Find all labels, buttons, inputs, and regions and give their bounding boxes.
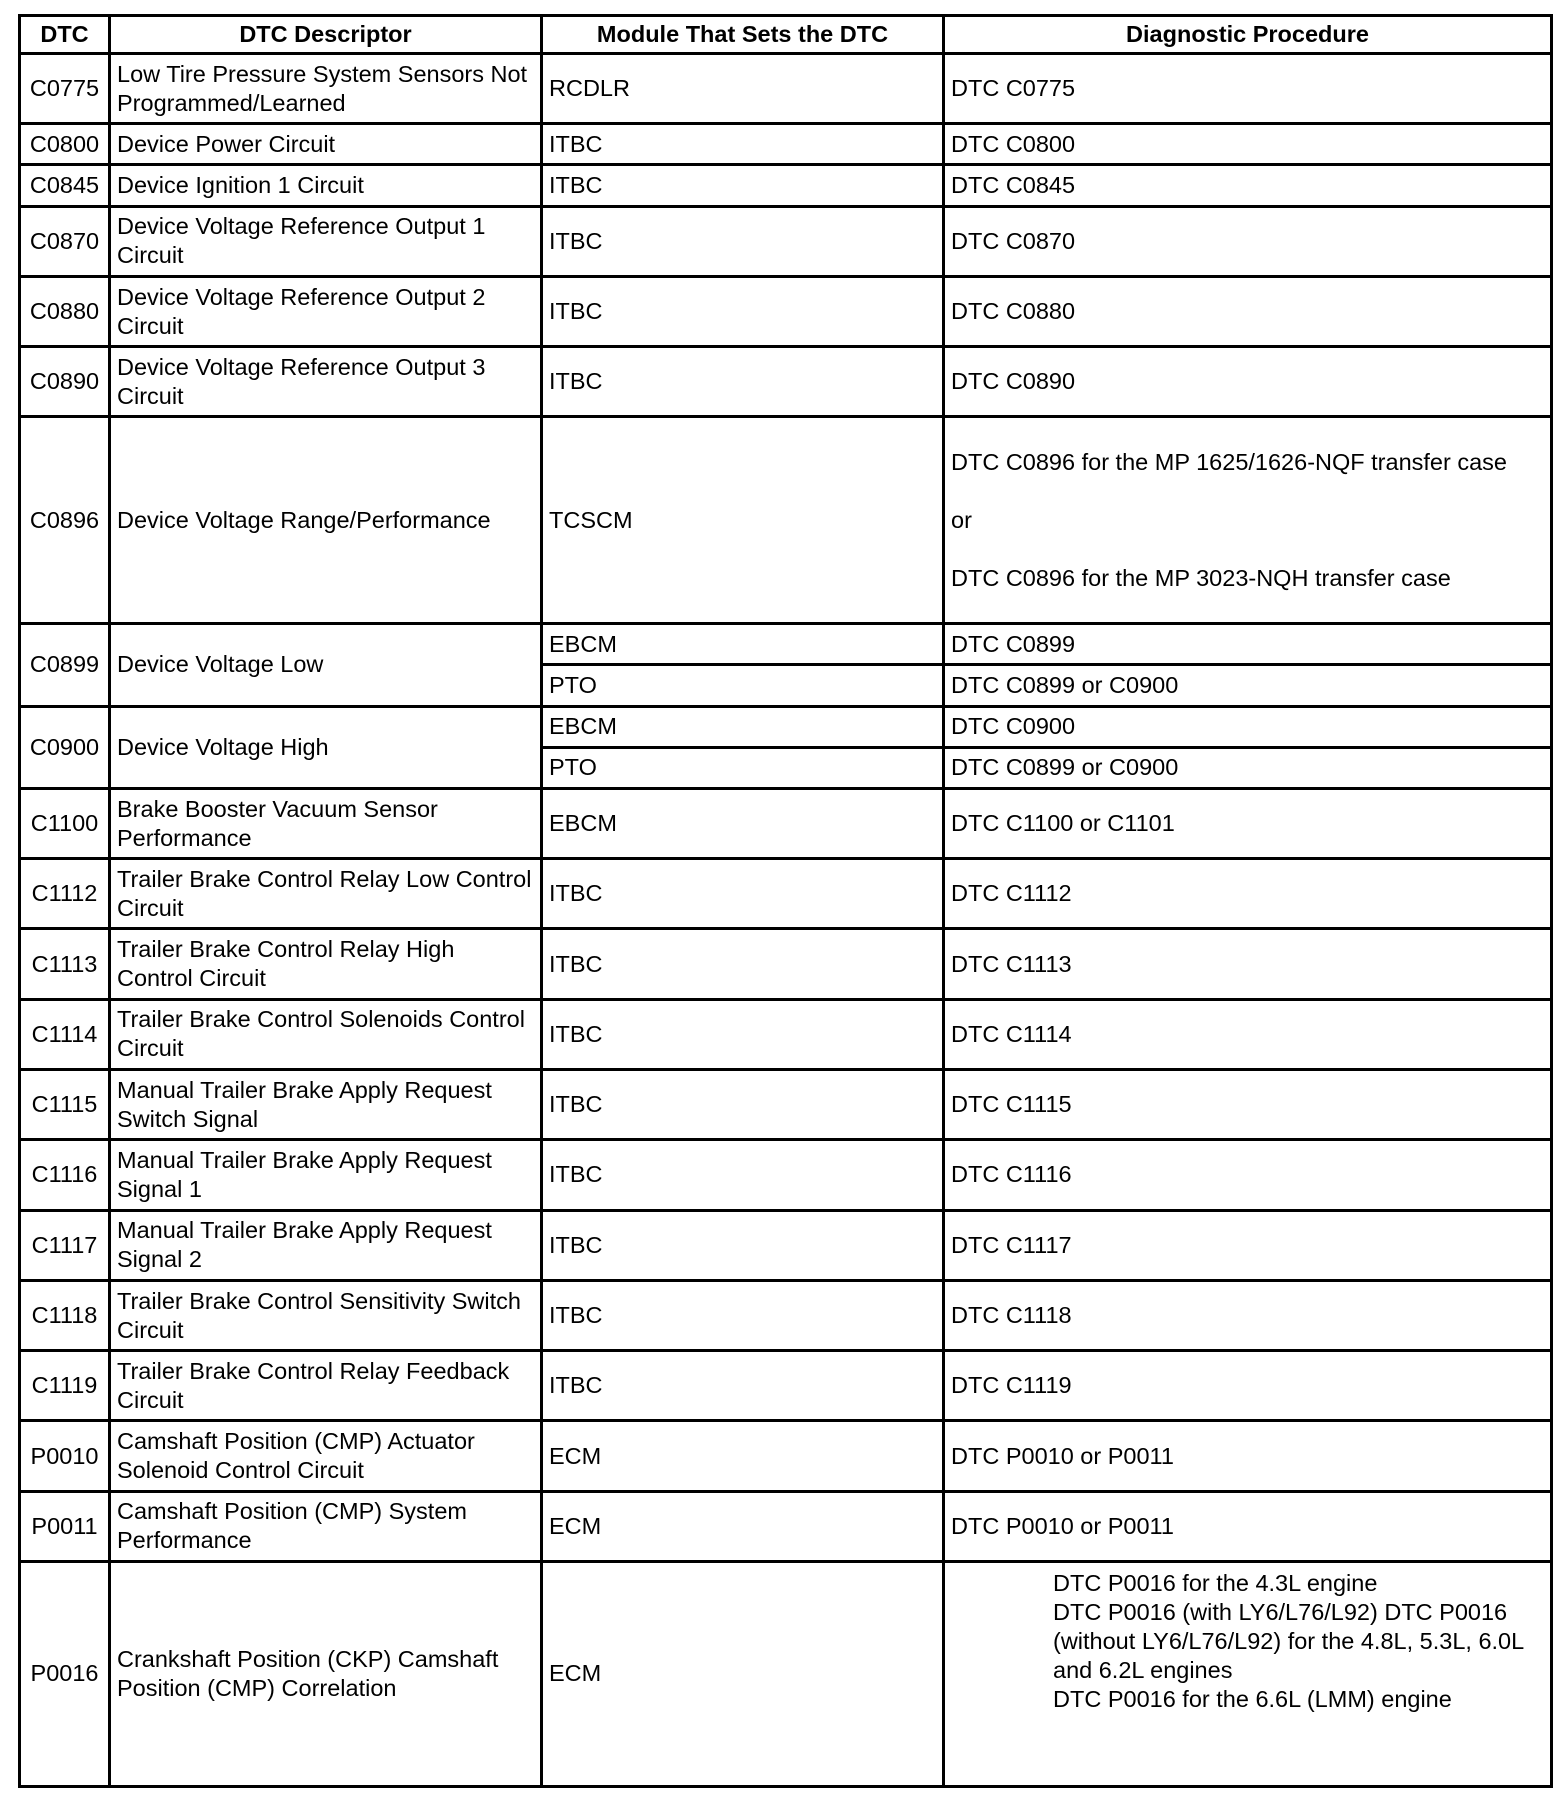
dtc-module: ITBC xyxy=(542,124,944,165)
table-row xyxy=(20,417,1552,624)
header-procedure: Diagnostic Procedure xyxy=(944,16,1552,54)
procedure-option-b: DTC C0896 for the MP 3023-NQH transfer case xyxy=(951,564,1451,591)
dtc-procedure: DTC C0800 xyxy=(944,124,1552,165)
dtc-code: C0880 xyxy=(20,276,110,346)
dtc-code: C0800 xyxy=(20,124,110,165)
dtc-descriptor: Device Voltage Reference Output 1 Circuit xyxy=(110,206,542,276)
dtc-procedure: DTC C0890 xyxy=(944,347,1552,417)
dtc-module: PTO xyxy=(542,665,944,706)
procedure-option-a: DTC C0896 for the MP 1625/1626-NQF transfer case xyxy=(951,448,1507,475)
table-row xyxy=(20,1280,1552,1350)
table-header-row xyxy=(20,16,1552,54)
table-row xyxy=(20,206,1552,276)
table-row xyxy=(20,1491,1552,1561)
dtc-module: EBCM xyxy=(542,788,944,858)
table-row xyxy=(20,706,1552,747)
dtc-procedure: DTC C0870 xyxy=(944,206,1552,276)
dtc-descriptor: Manual Trailer Brake Apply Request Switch Signal xyxy=(110,1070,542,1140)
header-dtc: DTC xyxy=(20,16,110,54)
dtc-module: ECM xyxy=(542,1421,944,1491)
dtc-module: ECM xyxy=(542,1561,944,1786)
table-row xyxy=(20,859,1552,929)
dtc-code: C0775 xyxy=(20,54,110,124)
dtc-code: C1114 xyxy=(20,999,110,1069)
table-row xyxy=(20,999,1552,1069)
table-row xyxy=(20,929,1552,999)
table-row xyxy=(20,1421,1552,1491)
dtc-module: PTO xyxy=(542,747,944,788)
table-row xyxy=(20,1070,1552,1140)
table-row xyxy=(20,165,1552,206)
dtc-procedure: DTC C0880 xyxy=(944,276,1552,346)
dtc-module: ITBC xyxy=(542,165,944,206)
dtc-procedure: DTC C1100 or C1101 xyxy=(944,788,1552,858)
dtc-descriptor: Manual Trailer Brake Apply Request Signal 2 xyxy=(110,1210,542,1280)
dtc-code: C0890 xyxy=(20,347,110,417)
table-row xyxy=(20,54,1552,124)
dtc-code: P0011 xyxy=(20,1491,110,1561)
dtc-procedure: DTC C0899 xyxy=(944,624,1552,665)
dtc-descriptor: Device Voltage High xyxy=(110,706,542,788)
dtc-procedure: DTC P0010 or P0011 xyxy=(944,1421,1552,1491)
dtc-code: C0845 xyxy=(20,165,110,206)
dtc-descriptor: Device Voltage Low xyxy=(110,624,542,706)
procedure-line: DTC P0016 (with LY6/L76/L92) DTC P0016 (without LY6/L76/L92) for the 4.8L, 5.3L, 6.0L and 6.2L engines xyxy=(1053,1598,1524,1683)
header-module: Module That Sets the DTC xyxy=(542,16,944,54)
dtc-code: C0896 xyxy=(20,417,110,624)
dtc-module: ITBC xyxy=(542,206,944,276)
table-row xyxy=(20,788,1552,858)
dtc-descriptor: Trailer Brake Control Relay Low Control Circuit xyxy=(110,859,542,929)
dtc-module: ITBC xyxy=(542,1140,944,1210)
dtc-code: C1117 xyxy=(20,1210,110,1280)
dtc-code: C1119 xyxy=(20,1351,110,1421)
dtc-descriptor: Device Power Circuit xyxy=(110,124,542,165)
dtc-module: EBCM xyxy=(542,706,944,747)
dtc-procedure: DTC C1114 xyxy=(944,999,1552,1069)
dtc-module: ITBC xyxy=(542,347,944,417)
dtc-procedure: DTC C0775 xyxy=(944,54,1552,124)
dtc-descriptor: Trailer Brake Control Solenoids Control Circuit xyxy=(110,999,542,1069)
dtc-procedure: DTC C0899 or C0900 xyxy=(944,747,1552,788)
dtc-descriptor: Device Ignition 1 Circuit xyxy=(110,165,542,206)
dtc-module: ITBC xyxy=(542,1210,944,1280)
dtc-descriptor: Camshaft Position (CMP) System Performance xyxy=(110,1491,542,1561)
dtc-code: C1113 xyxy=(20,929,110,999)
dtc-procedure: DTC C0899 or C0900 xyxy=(944,665,1552,706)
dtc-module: ECM xyxy=(542,1491,944,1561)
dtc-module: ITBC xyxy=(542,1070,944,1140)
dtc-descriptor: Device Voltage Reference Output 3 Circuit xyxy=(110,347,542,417)
dtc-module: ITBC xyxy=(542,1351,944,1421)
dtc-descriptor: Device Voltage Reference Output 2 Circuit xyxy=(110,276,542,346)
dtc-descriptor: Low Tire Pressure System Sensors Not Programmed/Learned xyxy=(110,54,542,124)
dtc-procedure: DTC C1118 xyxy=(944,1280,1552,1350)
dtc-procedure: DTC C0845 xyxy=(944,165,1552,206)
table-row xyxy=(20,124,1552,165)
dtc-module: ITBC xyxy=(542,276,944,346)
procedure-or: or xyxy=(951,506,972,533)
table-row xyxy=(20,1140,1552,1210)
dtc-code: C0900 xyxy=(20,706,110,788)
dtc-procedure: DTC C0900 xyxy=(944,706,1552,747)
dtc-procedure xyxy=(944,417,1552,624)
dtc-descriptor: Manual Trailer Brake Apply Request Signal 1 xyxy=(110,1140,542,1210)
dtc-code: P0016 xyxy=(20,1561,110,1786)
dtc-code: P0010 xyxy=(20,1421,110,1491)
dtc-procedure: DTC P0010 or P0011 xyxy=(944,1491,1552,1561)
procedure-line: DTC P0016 for the 6.6L (LMM) engine xyxy=(1053,1685,1452,1712)
dtc-code: C1116 xyxy=(20,1140,110,1210)
dtc-code: C1118 xyxy=(20,1280,110,1350)
table-row xyxy=(20,1351,1552,1421)
dtc-procedure: DTC C1112 xyxy=(944,859,1552,929)
dtc-module: ITBC xyxy=(542,859,944,929)
dtc-code: C1100 xyxy=(20,788,110,858)
dtc-code: C1112 xyxy=(20,859,110,929)
dtc-descriptor: Camshaft Position (CMP) Actuator Solenoid Control Circuit xyxy=(110,1421,542,1491)
table-row xyxy=(20,276,1552,346)
dtc-module: EBCM xyxy=(542,624,944,665)
dtc-descriptor: Trailer Brake Control Relay Feedback Circuit xyxy=(110,1351,542,1421)
dtc-procedure: DTC C1119 xyxy=(944,1351,1552,1421)
dtc-procedure: DTC C1117 xyxy=(944,1210,1552,1280)
dtc-module: TCSCM xyxy=(542,417,944,624)
dtc-procedure: DTC C1116 xyxy=(944,1140,1552,1210)
dtc-descriptor: Crankshaft Position (CKP) Camshaft Position (CMP) Correlation xyxy=(110,1561,542,1786)
dtc-descriptor: Brake Booster Vacuum Sensor Performance xyxy=(110,788,542,858)
table-row xyxy=(20,624,1552,665)
dtc-procedure xyxy=(944,1561,1552,1786)
table-row xyxy=(20,1561,1552,1786)
header-descriptor: DTC Descriptor xyxy=(110,16,542,54)
dtc-procedure: DTC C1115 xyxy=(944,1070,1552,1140)
dtc-procedure: DTC C1113 xyxy=(944,929,1552,999)
dtc-module: RCDLR xyxy=(542,54,944,124)
dtc-descriptor: Trailer Brake Control Relay High Control Circuit xyxy=(110,929,542,999)
dtc-module: ITBC xyxy=(542,999,944,1069)
dtc-descriptor: Trailer Brake Control Sensitivity Switch Circuit xyxy=(110,1280,542,1350)
dtc-table xyxy=(18,14,1553,1788)
dtc-code: C1115 xyxy=(20,1070,110,1140)
dtc-module: ITBC xyxy=(542,929,944,999)
table-row xyxy=(20,1210,1552,1280)
dtc-code: C0899 xyxy=(20,624,110,706)
procedure-line: DTC P0016 for the 4.3L engine xyxy=(1053,1569,1378,1596)
table-row xyxy=(20,347,1552,417)
dtc-descriptor: Device Voltage Range/Performance xyxy=(110,417,542,624)
dtc-module: ITBC xyxy=(542,1280,944,1350)
dtc-code: C0870 xyxy=(20,206,110,276)
